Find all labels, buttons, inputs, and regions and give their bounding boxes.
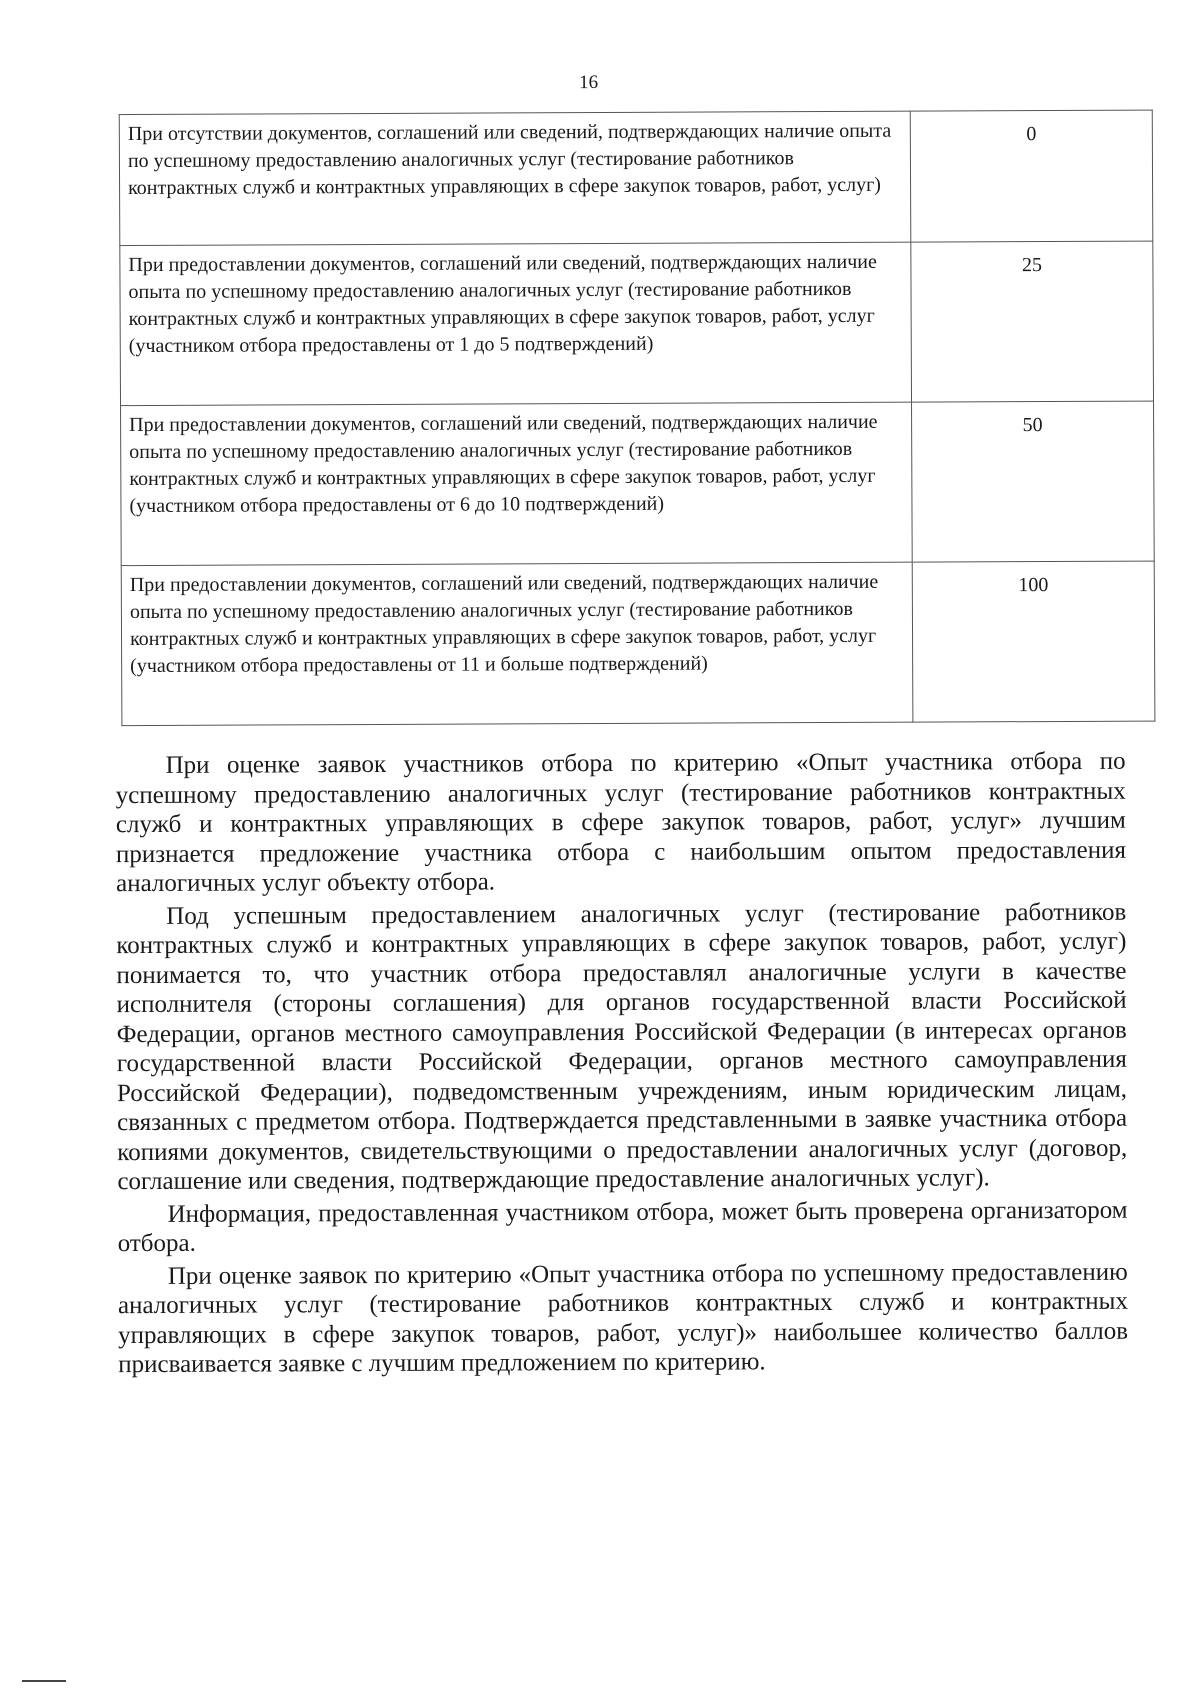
- condition-cell: При предоставлении документов, соглашений или сведений, подтверждающих наличие опыта по успешному предоставлению аналогичных услуг (тестирование работников контрактных служб и контрактных управляющих в сфере закупок товаров, работ, услуг (участником отбора предоставлены от 11 и больше подтверждений): [121, 562, 913, 725]
- score-cell: 0: [910, 110, 1153, 242]
- condition-cell: При предоставлении документов, соглашений или сведений, подтверждающих наличие опыта по успешному предоставлению аналогичных услуг (тестирование работников контрактных служб и контрактных управляющих в сфере закупок товаров, работ, услуг (участником отбора предоставлены от 6 до 10 подтверждений): [121, 402, 913, 565]
- table-row: [120, 241, 1154, 406]
- score-cell: 25: [911, 241, 1154, 402]
- score-cell: 50: [912, 401, 1155, 562]
- paragraph: При оценке заявок по критерию «Опыт участника отбора по успешному предоставлению аналогичных услуг (тестирование работников контрактных служб и контрактных управляющих в сфере закупок товаров, работ, услуг)» наибольшее количество баллов присваивается заявке с лучшим предложением по критерию.: [117, 1258, 1129, 1379]
- condition-cell: При предоставлении документов, соглашений или сведений, подтверждающих наличие опыта по успешному предоставлению аналогичных услуг (тестирование работников контрактных служб и контрактных управляющих в сфере закупок товаров, работ, услуг (участником отбора предоставлены от 1 до 5 подтверждений): [120, 242, 912, 405]
- table-row: [121, 401, 1155, 566]
- paragraph: Информация, предоставленная участником отбора, может быть проверена организатором отбора.: [117, 1196, 1128, 1258]
- condition-cell: При отсутствии документов, соглашений или сведений, подтверждающих наличие опыта по успешному предоставлению аналогичных услуг (тестирование работников контрактных служб и контрактных управляющих в сфере закупок товаров, работ, услуг): [119, 111, 911, 245]
- scoring-table: [119, 110, 1156, 727]
- page-number: 16: [579, 72, 599, 94]
- paragraph: При оценке заявок участников отбора по критерию «Опыт участника отбора по успешному предоставлению аналогичных услуг (тестирование работников контрактных служб и контрактных управляющих в сфере закупок товаров, работ, услуг» лучшим признается предложение участника отбора с наибольшим опытом предоставления аналогичных услуг объекту отбора.: [115, 747, 1127, 898]
- table-row: [121, 561, 1155, 726]
- paragraph: Под успешным предоставлением аналогичных услуг (тестирование работников контрактных служб и контрактных управляющих в сфере закупок товаров, работ, услуг) понимается то, что участник отбора предоставлял аналогичные услуги в качестве исполнителя (стороны соглашения) для органов государственной власти Российской Федерации, органов местного самоуправления Российской Федерации (в интересах органов государственной власти Российской Федерации, органов местного самоуправления Российской Федерации), подведомственным учреждениям, иным юридическим лицам, связанных с предметом отбора. Подтверждается представленными в заявке участника отбора копиями документов, свидетельствующими о предоставлении аналогичных услуг (договор, соглашение или сведения, подтверждающие предоставление аналогичных услуг).: [116, 898, 1128, 1196]
- body-text: [116, 747, 1129, 1383]
- table-row: [119, 110, 1153, 246]
- score-cell: 100: [912, 561, 1155, 722]
- scan-edge-mark: [22, 1680, 66, 1682]
